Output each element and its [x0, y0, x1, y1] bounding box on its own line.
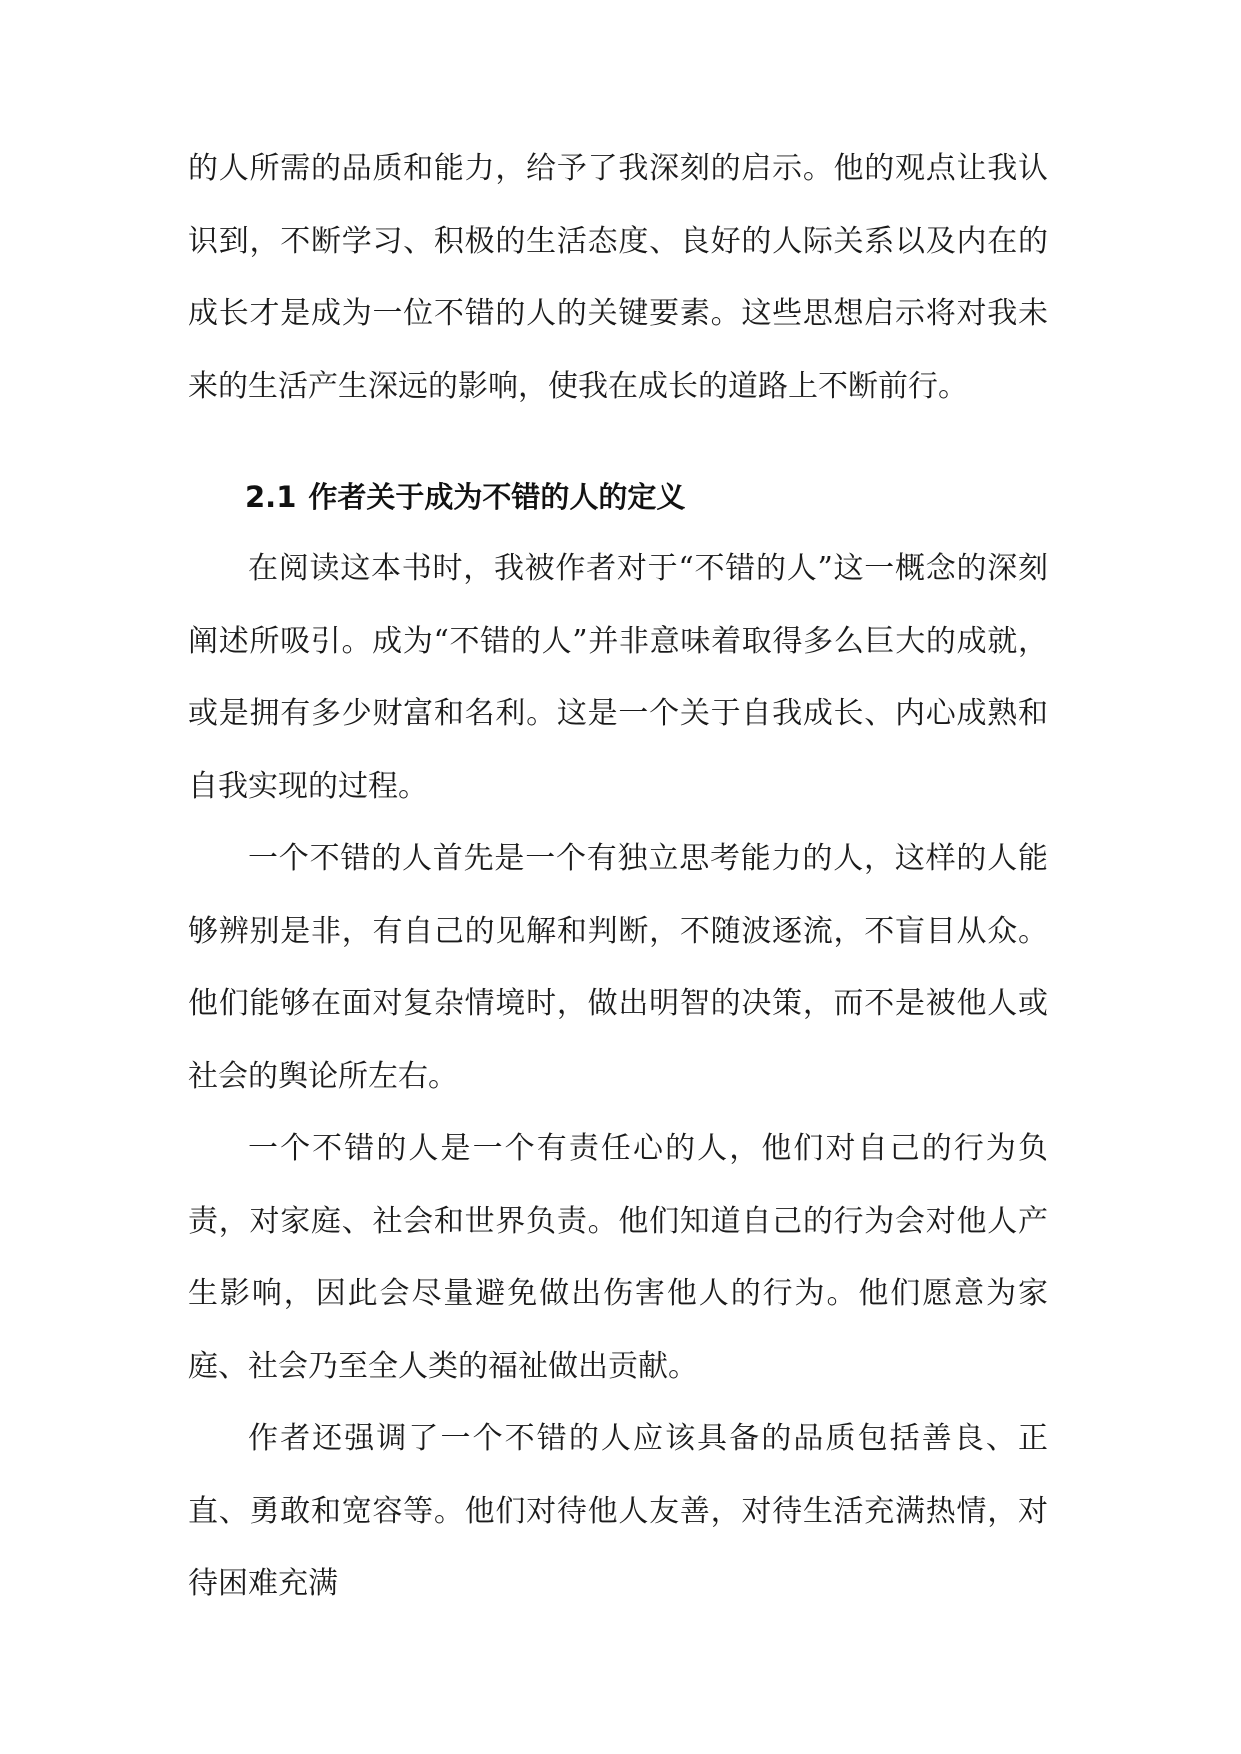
- paragraph-qualities: 作者还强调了一个不错的人应该具备的品质包括善良、正直、勇敢和宽容等。他们对待他人友善，对待生活充满热情，对待困难充满: [188, 1421, 1048, 1601]
- continued-paragraph: 的人所需的品质和能力，给予了我深刻的启示。他的观点让我认识到，不断学习、积极的生活态度、良好的人际关系以及内在的成长才是成为一位不错的人的关键要素。这些思想启示将对我未来的生活产生深远的影响，使我在成长的道路上不断前行。: [188, 151, 1048, 404]
- paragraph-definition: 在阅读这本书时，我被作者对于“不错的人”这一概念的深刻阐述所吸引。成为“不错的人”并非意味着取得多么巨大的成就，或是拥有多少财富和名利。这是一个关于自我成长、内心成熟和自我实现的过程。: [188, 551, 1048, 804]
- section-title: 作者关于成为不错的人的定义: [308, 480, 686, 514]
- section-heading: [188, 461, 1048, 533]
- paragraph-responsibility: 一个不错的人是一个有责任心的人，他们对自己的行为负责，对家庭、社会和世界负责。他们知道自己的行为会对他人产生影响，因此会尽量避免做出伤害他人的行为。他们愿意为家庭、社会乃至全人类的福祉做出贡献。: [188, 1131, 1048, 1384]
- document-body: [188, 133, 1048, 1621]
- section-number: 2.1: [245, 480, 297, 514]
- paragraph-independent-thinking: 一个不错的人首先是一个有独立思考能力的人，这样的人能够辨别是非，有自己的见解和判断，不随波逐流，不盲目从众。他们能够在面对复杂情境时，做出明智的决策，而不是被他人或社会的舆论所左右。: [188, 841, 1048, 1094]
